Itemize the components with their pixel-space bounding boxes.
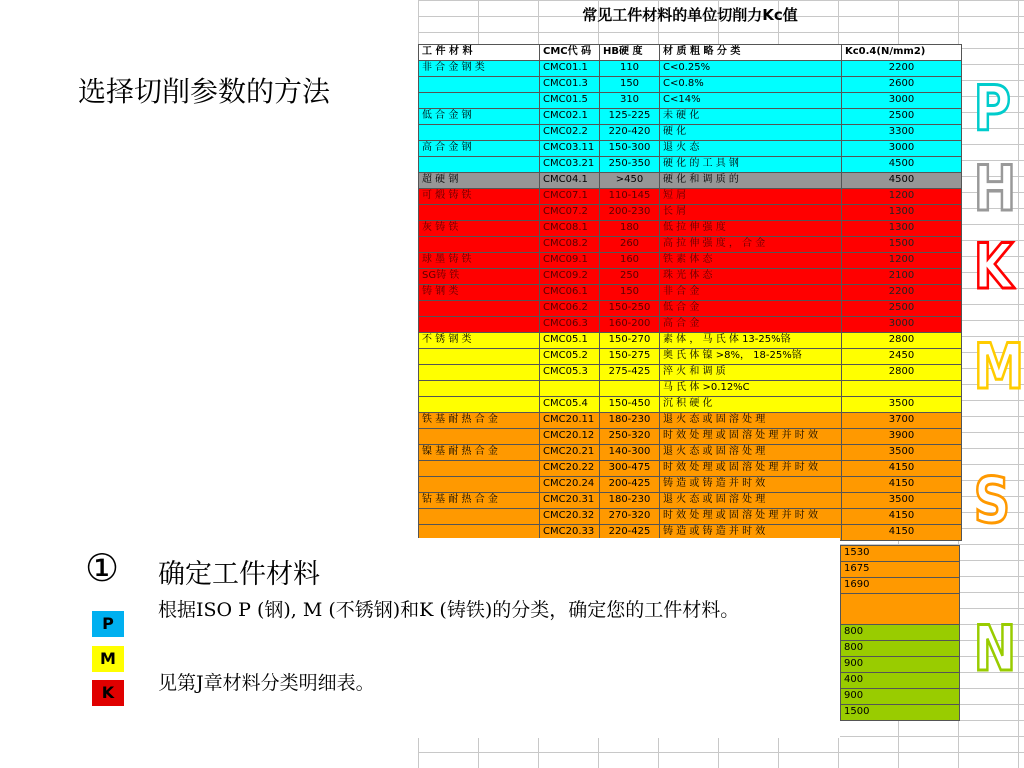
cell-kc: 4500: [842, 173, 962, 189]
cell-kc: 1690: [841, 578, 960, 594]
cell-hb: 125-225: [600, 109, 660, 125]
cell-hb: 150-300: [600, 141, 660, 157]
cell-kc: 2800: [842, 333, 962, 349]
cell-desc: 退 火 态: [660, 141, 842, 157]
overlay-row: [841, 705, 960, 721]
cell-cmc: CMC03.11: [540, 141, 600, 157]
table-row: [419, 365, 962, 381]
cell-kc: 4150: [842, 525, 962, 541]
cell-hb: 110-145: [600, 189, 660, 205]
cell-cmc: CMC20.12: [540, 429, 600, 445]
overlay-row: [841, 546, 960, 562]
table-row: [419, 237, 962, 253]
table-body: [419, 61, 962, 541]
cell-cmc: CMC02.2: [540, 125, 600, 141]
table-row: [419, 285, 962, 301]
step-reference: 见第J章材料分类明细表。: [158, 672, 375, 694]
cell-hb: 310: [600, 93, 660, 109]
step-number: ①: [84, 546, 120, 590]
badge-k: K: [92, 680, 124, 706]
cell-cmc: CMC01.5: [540, 93, 600, 109]
table-row: [419, 109, 962, 125]
cell-material: [419, 301, 540, 317]
cell-kc: 2200: [842, 61, 962, 77]
cell-cmc: CMC20.31: [540, 493, 600, 509]
cell-material: [419, 237, 540, 253]
cell-material: 镍 基 耐 热 合 金: [419, 445, 540, 461]
iso-letter-m: M: [973, 330, 1024, 403]
overlay-kc-table: [840, 545, 960, 721]
cell-cmc: CMC09.1: [540, 253, 600, 269]
cell-hb: 150-275: [600, 349, 660, 365]
cell-material: 超 硬 钢: [419, 173, 540, 189]
cell-kc: 1200: [842, 189, 962, 205]
table-row: [419, 221, 962, 237]
cell-cmc: CMC08.2: [540, 237, 600, 253]
cell-kc: 3000: [842, 93, 962, 109]
cell-cmc: CMC20.11: [540, 413, 600, 429]
cell-kc: 4150: [842, 477, 962, 493]
cell-kc: 2600: [842, 77, 962, 93]
cell-cmc: CMC06.2: [540, 301, 600, 317]
cell-material: [419, 349, 540, 365]
cell-cmc: CMC05.1: [540, 333, 600, 349]
cell-kc: 3500: [842, 493, 962, 509]
cell-material: [419, 77, 540, 93]
overlay-row: [841, 641, 960, 657]
iso-letter-n: N: [973, 612, 1017, 685]
cell-material: [419, 157, 540, 173]
cell-kc: 4150: [842, 509, 962, 525]
cell-material: [419, 429, 540, 445]
cell-cmc: CMC07.1: [540, 189, 600, 205]
cell-kc: 4500: [842, 157, 962, 173]
cell-hb: 140-300: [600, 445, 660, 461]
cell-kc: 2450: [842, 349, 962, 365]
cell-hb: 150-270: [600, 333, 660, 349]
table-row: [419, 381, 962, 397]
cell-desc: 硬 化: [660, 125, 842, 141]
cell-hb: 250-350: [600, 157, 660, 173]
cell-kc: 2100: [842, 269, 962, 285]
cell-desc: C<0.25%: [660, 61, 842, 77]
cell-desc: 未 硬 化: [660, 109, 842, 125]
cell-cmc: [540, 381, 600, 397]
table-row: [419, 253, 962, 269]
step-description: 根据ISO P (钢), M (不锈钢)和K (铸铁)的分类，确定您的工件材料。: [158, 599, 740, 621]
cell-hb: 150-450: [600, 397, 660, 413]
cell-kc: 400: [841, 673, 960, 689]
cell-material: [419, 125, 540, 141]
cell-kc: 3000: [842, 317, 962, 333]
cell-cmc: CMC20.21: [540, 445, 600, 461]
cell-kc: 2500: [842, 109, 962, 125]
cell-material: [419, 205, 540, 221]
cell-material: [419, 397, 540, 413]
cell-desc: 硬 化 的 工 具 钢: [660, 157, 842, 173]
cell-kc: 1500: [841, 705, 960, 721]
table-row: [419, 93, 962, 109]
material-kc-table: [418, 44, 962, 541]
cell-hb: 220-420: [600, 125, 660, 141]
cell-cmc: CMC07.2: [540, 205, 600, 221]
table-row: [419, 269, 962, 285]
cell-desc: 高 合 金: [660, 317, 842, 333]
table-row: [419, 189, 962, 205]
table-row: [419, 349, 962, 365]
iso-letter-p: P: [973, 72, 1011, 145]
cell-kc: 3500: [842, 397, 962, 413]
cell-desc: 退 火 态 或 固 溶 处 理: [660, 413, 842, 429]
table-row: [419, 141, 962, 157]
cell-material: 球 墨 铸 铁: [419, 253, 540, 269]
table-row: [419, 157, 962, 173]
cell-material: [419, 461, 540, 477]
cell-hb: 200-230: [600, 205, 660, 221]
iso-letter-h: H: [973, 152, 1017, 225]
cell-hb: 160: [600, 253, 660, 269]
cell-material: [419, 365, 540, 381]
cell-hb: 180: [600, 221, 660, 237]
cell-desc: 高 拉 伸 强 度 ， 合 金: [660, 237, 842, 253]
cell-material: [419, 93, 540, 109]
cell-hb: 160-200: [600, 317, 660, 333]
cell-cmc: CMC20.33: [540, 525, 600, 541]
header-kc: Kc0.4(N/mm2): [842, 45, 962, 61]
overlay-row: [841, 625, 960, 641]
cell-hb: 220-425: [600, 525, 660, 541]
cell-material: 钴 基 耐 热 合 金: [419, 493, 540, 509]
cell-cmc: CMC02.1: [540, 109, 600, 125]
overlay-row: [841, 657, 960, 673]
cell-desc: 时 效 处 理 或 固 溶 处 理 并 时 效: [660, 461, 842, 477]
cell-hb: 270-320: [600, 509, 660, 525]
cell-material: 灰 铸 铁: [419, 221, 540, 237]
cell-kc: 4150: [842, 461, 962, 477]
cell-cmc: CMC06.3: [540, 317, 600, 333]
cell-hb: 150: [600, 77, 660, 93]
cell-desc: 铸 造 或 铸 造 并 时 效: [660, 477, 842, 493]
cell-material: 非 合 金 钢 类: [419, 61, 540, 77]
table-row: [419, 397, 962, 413]
cell-cmc: CMC20.32: [540, 509, 600, 525]
cell-kc: 3900: [842, 429, 962, 445]
cell-material: 铁 基 耐 热 合 金: [419, 413, 540, 429]
header-material: 工 件 材 料: [419, 45, 540, 61]
cell-kc: 3300: [842, 125, 962, 141]
table-row: [419, 493, 962, 509]
cell-hb: 180-230: [600, 413, 660, 429]
header-hb: HB硬 度: [600, 45, 660, 61]
cell-kc: 900: [841, 689, 960, 705]
cell-desc: 铸 造 或 铸 造 并 时 效: [660, 525, 842, 541]
table-row: [419, 333, 962, 349]
cell-kc: 1300: [842, 221, 962, 237]
cell-cmc: CMC09.2: [540, 269, 600, 285]
cell-desc: 珠 光 体 态: [660, 269, 842, 285]
cell-hb: 110: [600, 61, 660, 77]
overlay-row: [841, 578, 960, 594]
cell-material: 高 合 金 钢: [419, 141, 540, 157]
cell-material: 不 锈 钢 类: [419, 333, 540, 349]
cell-desc: 素 体 ， 马 氏 体 13-25%铬: [660, 333, 842, 349]
cell-desc: 沉 积 硬 化: [660, 397, 842, 413]
cell-kc: 2200: [842, 285, 962, 301]
cell-kc: 1675: [841, 562, 960, 578]
cell-desc: 淬 火 和 调 质: [660, 365, 842, 381]
cell-kc: [842, 381, 962, 397]
cell-cmc: CMC04.1: [540, 173, 600, 189]
table-row: [419, 413, 962, 429]
table-row: [419, 429, 962, 445]
cell-kc: 1530: [841, 546, 960, 562]
iso-letter-s: S: [973, 464, 1011, 537]
cell-desc: 退 火 态 或 固 溶 处 理: [660, 493, 842, 509]
table-row: [419, 77, 962, 93]
cell-cmc: CMC05.2: [540, 349, 600, 365]
cell-cmc: CMC01.1: [540, 61, 600, 77]
sheet-title: 常见工件材料的单位切削力Kc值: [582, 6, 798, 24]
cell-kc: 1500: [842, 237, 962, 253]
cell-kc: 2800: [842, 365, 962, 381]
cell-hb: 150-250: [600, 301, 660, 317]
header-desc: 材 质 粗 略 分 类: [660, 45, 842, 61]
cell-material: [419, 509, 540, 525]
cell-kc: 3500: [842, 445, 962, 461]
cell-hb: 200-425: [600, 477, 660, 493]
cell-kc: 800: [841, 625, 960, 641]
cell-material: [419, 317, 540, 333]
badge-m: M: [92, 646, 124, 672]
table-row: [419, 461, 962, 477]
table-row: [419, 477, 962, 493]
cell-material: [419, 381, 540, 397]
overlay-row: [841, 594, 960, 625]
cell-hb: 150: [600, 285, 660, 301]
table-row: [419, 301, 962, 317]
overlay-row: [841, 562, 960, 578]
page-title: 选择切削参数的方法: [78, 75, 331, 108]
cell-material: 低 合 金 钢: [419, 109, 540, 125]
cell-kc: 3000: [842, 141, 962, 157]
cell-desc: 硬 化 和 调 质 的: [660, 173, 842, 189]
cell-cmc: CMC01.3: [540, 77, 600, 93]
cell-kc: 1300: [842, 205, 962, 221]
cell-kc: 1200: [842, 253, 962, 269]
cell-desc: 长 屑: [660, 205, 842, 221]
cell-hb: 260: [600, 237, 660, 253]
cell-material: 可 煅 铸 铁: [419, 189, 540, 205]
cell-cmc: CMC20.24: [540, 477, 600, 493]
overlay-row: [841, 689, 960, 705]
cell-desc: 非 合 金: [660, 285, 842, 301]
header-cmc: CMC代 码: [540, 45, 600, 61]
iso-letter-k: K: [973, 230, 1013, 303]
table-row: [419, 205, 962, 221]
table-row: [419, 509, 962, 525]
cell-desc: 时 效 处 理 或 固 溶 处 理 并 时 效: [660, 429, 842, 445]
table-header-row: [419, 45, 962, 61]
cell-material: [419, 477, 540, 493]
cell-material: 铸 钢 类: [419, 285, 540, 301]
cell-hb: 250: [600, 269, 660, 285]
table-row: [419, 445, 962, 461]
cell-kc: 800: [841, 641, 960, 657]
cell-desc: 短 屑: [660, 189, 842, 205]
cell-hb: 250-320: [600, 429, 660, 445]
cell-hb: >450: [600, 173, 660, 189]
cell-cmc: CMC20.22: [540, 461, 600, 477]
cell-desc: C<14%: [660, 93, 842, 109]
cell-cmc: CMC03.21: [540, 157, 600, 173]
table-row: [419, 125, 962, 141]
cell-cmc: CMC08.1: [540, 221, 600, 237]
table-row: [419, 61, 962, 77]
cell-desc: 时 效 处 理 或 固 溶 处 理 并 时 效: [660, 509, 842, 525]
cell-desc: 奥 氏 体 镍 >8%， 18-25%铬: [660, 349, 842, 365]
step-title: 确定工件材料: [158, 559, 320, 590]
cell-kc: [841, 594, 960, 625]
cell-desc: 低 拉 伸 强 度: [660, 221, 842, 237]
table-row: [419, 173, 962, 189]
cell-desc: 退 火 态 或 固 溶 处 理: [660, 445, 842, 461]
cell-cmc: CMC05.4: [540, 397, 600, 413]
cell-cmc: CMC05.3: [540, 365, 600, 381]
cell-desc: 铁 素 体 态: [660, 253, 842, 269]
cell-desc: 马 氏 体 >0.12%C: [660, 381, 842, 397]
cell-cmc: CMC06.1: [540, 285, 600, 301]
cell-kc: 2500: [842, 301, 962, 317]
cell-desc: 低 合 金: [660, 301, 842, 317]
badge-p: P: [92, 611, 124, 637]
table-row: [419, 317, 962, 333]
cell-kc: 900: [841, 657, 960, 673]
cell-hb: 300-475: [600, 461, 660, 477]
overlay-row: [841, 673, 960, 689]
cell-hb: [600, 381, 660, 397]
cell-kc: 3700: [842, 413, 962, 429]
cell-desc: C<0.8%: [660, 77, 842, 93]
cell-material: SG铸 铁: [419, 269, 540, 285]
cell-hb: 275-425: [600, 365, 660, 381]
cell-hb: 180-230: [600, 493, 660, 509]
